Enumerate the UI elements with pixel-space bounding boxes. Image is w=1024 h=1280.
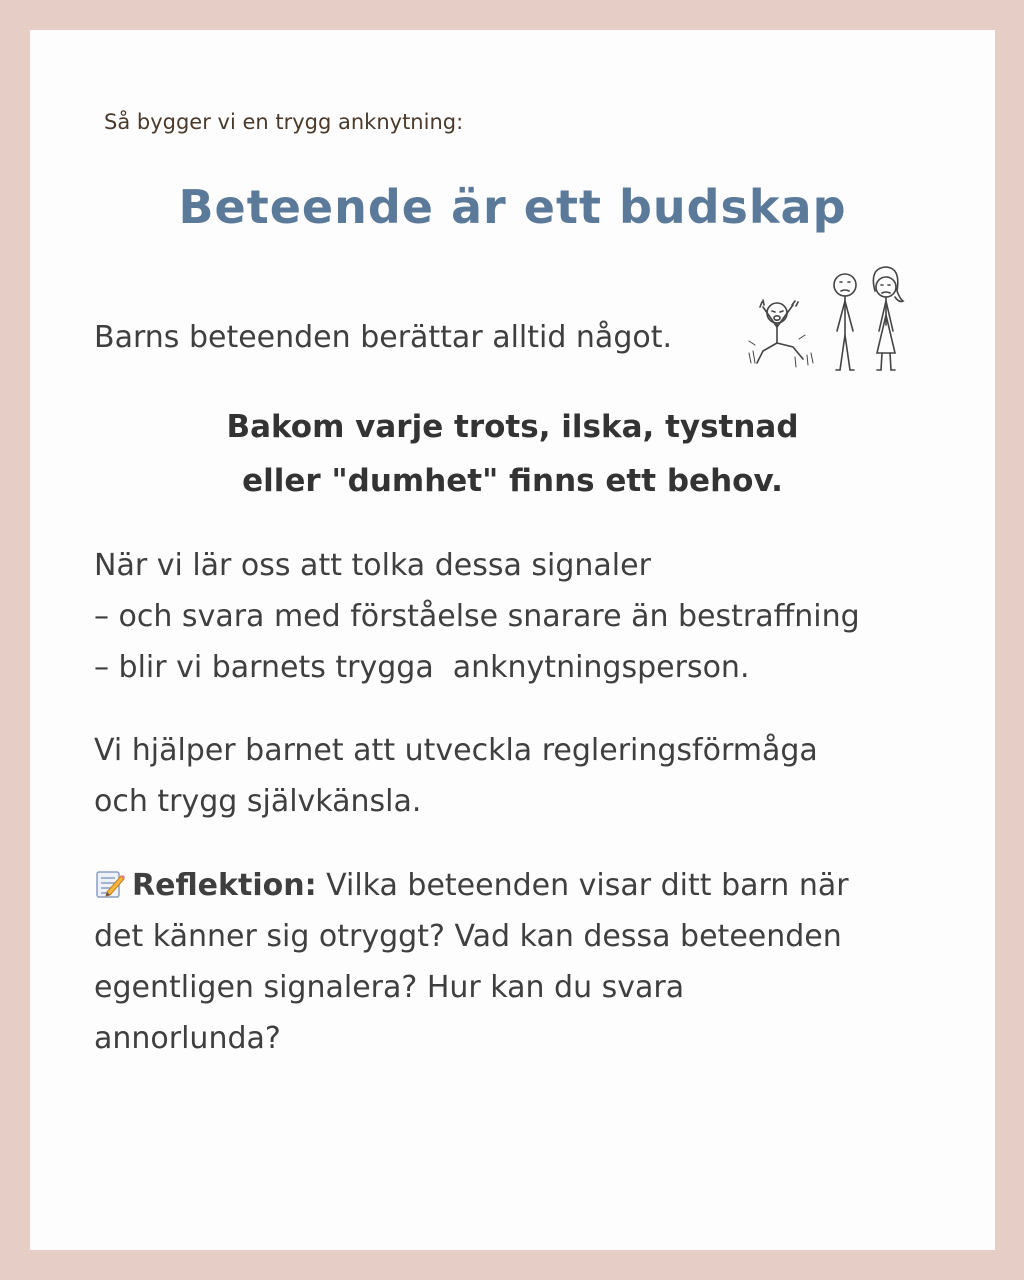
paragraph-interpret-signals: [94, 540, 974, 693]
reflection-line: annorlunda?: [94, 1021, 281, 1056]
paragraph-line: och trygg självkänsla.: [94, 784, 422, 819]
intro-text: Barns beteenden berättar alltid något.: [94, 320, 673, 355]
subtitle: Så bygger vi en trygg anknytning:: [104, 110, 464, 134]
reflection-label: Reflektion:: [132, 868, 317, 903]
reflection-line: [94, 860, 934, 911]
highlight-line: Bakom varje trots, ilska, tystnad: [226, 409, 799, 445]
paragraph-line: Vi hjälper barnet att utveckla regleringsförmåga: [94, 733, 818, 768]
paragraph-line: När vi lär oss att tolka dessa signaler: [94, 548, 651, 583]
reflection-line: det känner sig otryggt? Vad kan dessa beteenden: [94, 919, 842, 954]
angry-child-figure: [749, 300, 813, 367]
highlight-line: eller "dumhet" finns ett behov.: [242, 463, 783, 499]
mother-figure: [873, 267, 903, 370]
reflection-line: egentligen signalera? Hur kan du svara: [94, 970, 685, 1005]
paragraph-line: – blir vi barnets trygga anknytningsperson.: [94, 650, 750, 685]
highlight-quote: [30, 400, 995, 508]
content-card: [30, 30, 995, 1250]
father-figure: [834, 274, 856, 370]
page-title: Beteende är ett budskap: [178, 180, 847, 234]
reflection-text: Vilka beteenden visar ditt barn när: [316, 868, 849, 903]
memo-icon: [94, 868, 126, 900]
stick-figures-illustration: [735, 235, 910, 375]
paragraph-regulation: [94, 725, 974, 827]
paragraph-line: – och svara med förståelse snarare än bestraffning: [94, 599, 860, 634]
reflection-block: [94, 860, 934, 1064]
